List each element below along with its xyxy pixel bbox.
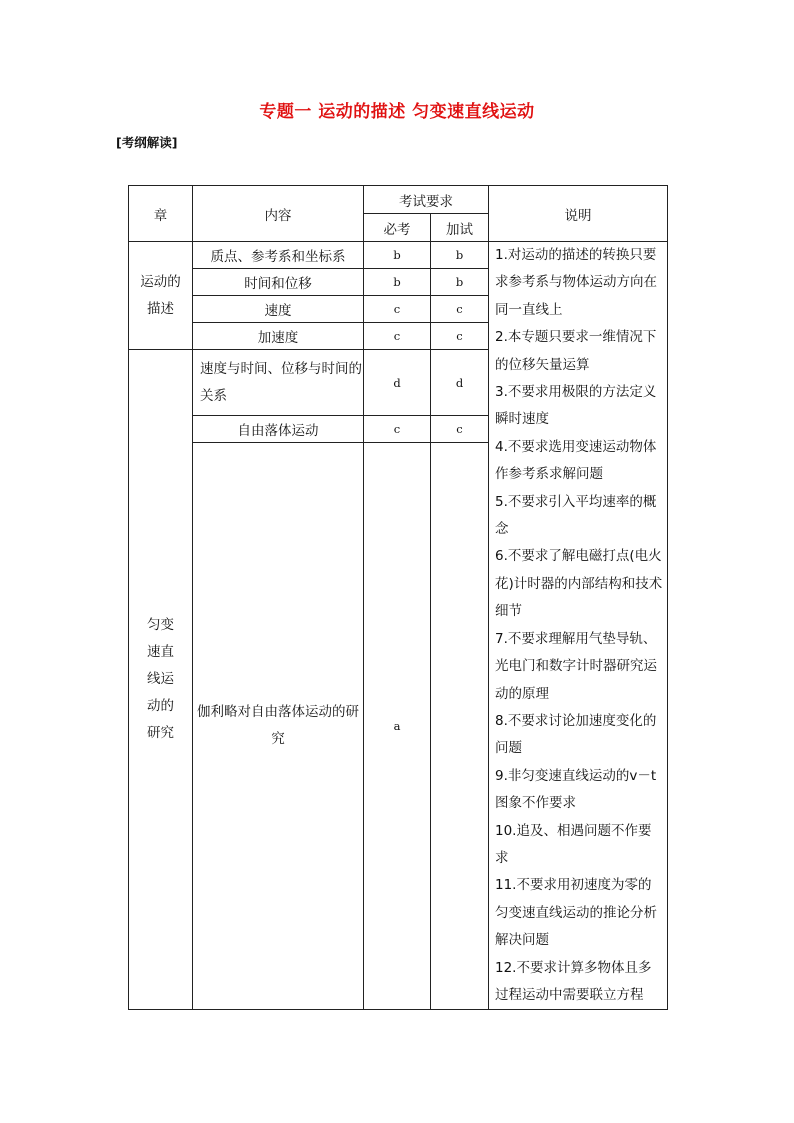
content-cell: 速度与时间、位移与时间的关系 (193, 350, 364, 416)
note-item: 9.非匀变速直线运动的v－t图象不作要求 (495, 767, 657, 812)
content-cell: 加速度 (193, 323, 364, 350)
note-item: 6.不要求了解电磁打点(电火花)计时器的内部结构和技术细节 (495, 548, 663, 620)
note-item: 3.不要求用极限的方法定义瞬时速度 (495, 384, 657, 428)
chapter-name-text: 运动的描述 (140, 273, 181, 317)
section-label: [考纲解读] (116, 135, 178, 150)
additional-cell (431, 443, 489, 1010)
additional-cell: b (431, 242, 489, 269)
header-notes: 说明 (489, 186, 668, 242)
content-cell: 速度 (193, 296, 364, 323)
additional-cell: c (431, 323, 489, 350)
content-cell: 时间和位移 (193, 269, 364, 296)
content-cell: 伽利略对自由落体运动的研究 (193, 443, 364, 1010)
page-title: 专题一 运动的描述 匀变速直线运动 (259, 102, 535, 122)
note-item: 5.不要求引入平均速率的概念 (495, 493, 657, 538)
note-item: 1.对运动的描述的转换只要求参考系与物体运动方向在同一直线上 (495, 247, 657, 318)
note-item: 12.不要求计算多物体且多过程运动中需要联立方程 (495, 959, 652, 1003)
content-cell: 自由落体运动 (193, 416, 364, 443)
additional-cell: b (431, 269, 489, 296)
syllabus-table (128, 185, 668, 1010)
additional-cell: d (431, 350, 489, 416)
note-item: 7.不要求理解用气垫导轨、光电门和数字计时器研究运动的原理 (495, 630, 657, 702)
required-cell: c (364, 416, 431, 443)
required-cell: b (364, 269, 431, 296)
notes-cell (489, 242, 668, 1010)
required-cell: c (364, 323, 431, 350)
header-additional: 加试 (431, 214, 489, 242)
header-chapter: 章 (129, 186, 193, 242)
additional-cell: c (431, 296, 489, 323)
header-requirement: 考试要求 (364, 186, 489, 214)
chapter-name (129, 350, 193, 1010)
note-item: 8.不要求讨论加速度变化的问题 (495, 712, 657, 757)
additional-cell: c (431, 416, 489, 443)
chapter-name-text: 匀变速直线运动的研究 (147, 617, 174, 742)
required-cell: b (364, 242, 431, 269)
note-item: 11.不要求用初速度为零的匀变速直线运动的推论分析解决问题 (495, 877, 657, 949)
chapter-name (129, 242, 193, 350)
header-content: 内容 (193, 186, 364, 242)
required-cell: d (364, 350, 431, 416)
header-required: 必考 (364, 214, 431, 242)
note-item: 10.追及、相遇问题不作要求 (495, 822, 652, 866)
required-cell: c (364, 296, 431, 323)
content-cell: 质点、参考系和坐标系 (193, 242, 364, 269)
required-cell: a (364, 443, 431, 1010)
note-item: 2.本专题只要求一维情况下的位移矢量运算 (495, 329, 657, 373)
note-item: 4.不要求选用变速运动物体作参考系求解问题 (495, 438, 657, 483)
